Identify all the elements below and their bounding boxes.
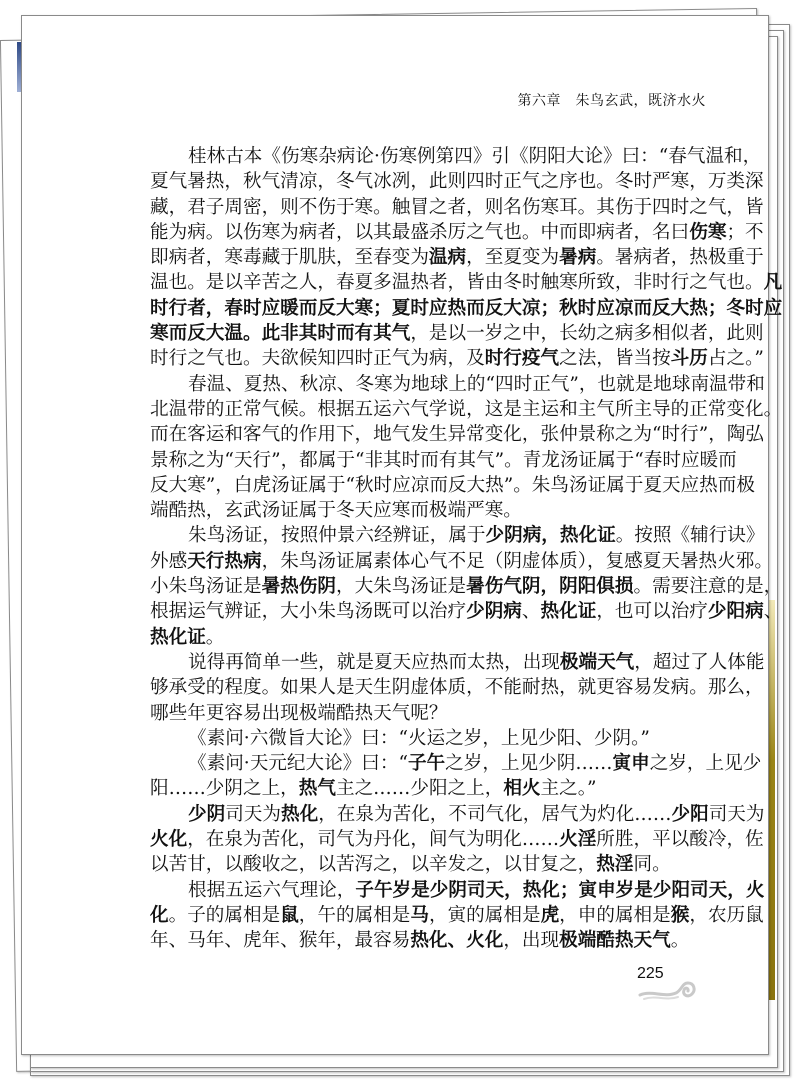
text-line xyxy=(150,827,764,852)
text: 。需要注意的是， xyxy=(633,576,783,598)
text: 之法，皆当按 xyxy=(559,348,671,370)
text: 。 xyxy=(205,626,225,648)
text-line xyxy=(150,422,765,447)
text-line xyxy=(150,903,764,928)
bold-text: 虎 xyxy=(540,904,560,926)
text-line xyxy=(150,498,706,523)
text-line xyxy=(150,852,706,877)
text: 之岁，上见少 xyxy=(649,753,762,775)
bold-text: 热化证 xyxy=(540,601,597,623)
paragraph xyxy=(150,523,783,649)
text: 占之。” xyxy=(707,348,764,370)
bold-text: 马 xyxy=(410,904,429,926)
text: 主之……少阳之上， xyxy=(335,778,504,800)
text: 够承受的程度。如果人是天生阴虚体质，不能耐热，就更容易发病。那么， xyxy=(150,677,764,699)
bold-text: 相火 xyxy=(503,778,541,800)
text: ，午的属相是 xyxy=(298,904,411,926)
text-line xyxy=(150,245,764,270)
paragraph xyxy=(150,650,765,726)
text-line xyxy=(150,346,764,371)
body-text xyxy=(150,144,783,954)
bold-text: 伤寒 xyxy=(689,221,727,243)
text-line xyxy=(150,776,706,801)
text: ；不 xyxy=(726,221,764,243)
bold-text: 天行热病 xyxy=(187,550,262,572)
bold-text: 暑病 xyxy=(559,247,597,269)
bold-text: 时行者，春时应暖而反大寒；夏时应热而反大凉；秋时应凉而反大热；冬时应 xyxy=(150,297,783,319)
bold-text: 少阴 xyxy=(188,803,226,825)
text: 、 xyxy=(521,601,541,623)
text: 景称之为“天行”，都属于“非其时而有其气”。青龙汤证属于“春时应暖而 xyxy=(150,449,737,471)
bold-text: 少阴病，热化证 xyxy=(485,525,616,547)
text-line xyxy=(150,549,773,574)
text: 温也。是以辛苦之人，春夏多温热者，皆由冬时触寒所致，非时行之气也。 xyxy=(150,272,764,294)
text: ，至夏变为 xyxy=(466,247,560,269)
text: 年、马年、虎年、猴年，最容易 xyxy=(150,930,411,952)
text: 司天为 xyxy=(708,803,765,825)
text-line xyxy=(150,296,783,321)
text: 朱鸟汤证，按照仲景六经辨证，属于 xyxy=(188,525,486,547)
text: 所胜，平以酸冷，佐 xyxy=(596,829,764,851)
text: 即病者，寒毒藏于肌肤，至春变为 xyxy=(150,247,429,269)
text: 而在客运和客气的作用下，地气发生异常变化，张仲景称之为“时行”，陶弘 xyxy=(150,424,765,446)
bold-text: 寅申 xyxy=(612,753,650,775)
bold-text: 子午 xyxy=(407,753,446,775)
text: ，出现 xyxy=(503,930,560,952)
text-line xyxy=(150,473,755,498)
text-line xyxy=(150,169,764,194)
text: 。 xyxy=(670,930,690,952)
text: 夏气暑热，秋气清凉，冬气冰冽，此则四时正气之序也。冬时严寒，万类深 xyxy=(150,171,764,193)
paragraph xyxy=(150,878,765,954)
text-line xyxy=(150,523,765,548)
bold-text: 少阴病 xyxy=(466,601,522,623)
bold-text: 温病 xyxy=(428,247,467,269)
bold-text: 热淫 xyxy=(596,854,634,876)
bold-text: 凡 xyxy=(763,272,783,294)
bold-text: 暑伤气阴，阴阳俱损 xyxy=(466,576,634,598)
text: 。按照《辅行诀》 xyxy=(615,525,765,547)
text-line xyxy=(150,144,762,169)
text: ，在泉为苦化，司气为丹化，间气为明化…… xyxy=(187,829,560,851)
text: 小朱鸟汤证是 xyxy=(150,576,262,598)
text: 根据运气辨证，大小朱鸟汤既可以治疗 xyxy=(150,601,467,623)
bold-text: 少阳 xyxy=(671,803,709,825)
bold-text: 猴 xyxy=(670,904,690,926)
paragraph xyxy=(150,751,762,802)
bold-text: 暑热伤阴 xyxy=(261,576,336,598)
text: 时行之气也。夫欲候知四时正气为病，及 xyxy=(150,348,485,370)
text: 外感 xyxy=(150,550,188,572)
text: ，朱鸟汤证属素体心气不足（阴虚体质），复感夏天暑热火邪。 xyxy=(261,550,773,572)
text-line xyxy=(150,270,783,295)
text-line xyxy=(150,650,765,675)
text: 、 xyxy=(763,601,783,623)
text-line xyxy=(150,878,765,903)
bold-text: 火化 xyxy=(150,829,188,851)
text: ，申的属相是 xyxy=(559,904,671,926)
text: 藏，君子周密，则不伤于寒。触冒之者，则名伤寒耳。其伤于四时之气，皆 xyxy=(150,196,764,218)
running-header-chapter: 第六章 朱鸟玄武，既济水火 xyxy=(517,93,706,109)
text: ，也可以治疗 xyxy=(596,601,708,623)
text-line xyxy=(150,195,764,220)
bold-text: 热气 xyxy=(298,778,336,800)
text-line xyxy=(150,574,783,599)
text-line xyxy=(150,675,764,700)
text: 司天为 xyxy=(225,803,281,825)
text-line xyxy=(150,726,706,751)
paragraph xyxy=(150,144,783,372)
text: 主之。” xyxy=(540,778,597,800)
text: 。暑病者，热极重于 xyxy=(596,247,764,269)
text: 根据五运六气理论， xyxy=(188,879,356,901)
text: 反大寒”，白虎汤证属于“秋时应凉而反大热”。朱鸟汤证属于夏天应热而极 xyxy=(150,474,755,496)
text: 北温带的正常气候。根据五运六气学说，这是主运和主气所主导的正常变化。 xyxy=(150,398,783,420)
text: 《素问·天元纪大论》曰：“ xyxy=(188,753,408,775)
text: 之岁，上见少阴…… xyxy=(445,753,613,775)
bold-text: 子午岁是少阴司天，热化；寅申岁是少阳司天，火 xyxy=(355,879,765,901)
text: 桂林古本《伤寒杂病论·伤寒例第四》引《阴阳大论》曰：“春气温和， xyxy=(188,146,762,167)
text-line xyxy=(150,372,765,397)
bold-text: 斗历 xyxy=(670,348,708,370)
paragraph xyxy=(150,372,783,524)
page-number: 225 xyxy=(637,965,664,982)
text: 阳……少阴之上， xyxy=(150,778,299,800)
text: 以苦甘，以酸收之，以苦泻之，以辛发之，以甘复之， xyxy=(150,854,597,876)
text-line xyxy=(150,321,764,346)
bold-text: 少阳病 xyxy=(707,601,764,623)
bold-text: 极端天气 xyxy=(559,651,635,673)
text-line xyxy=(150,928,706,953)
bold-text: 寒而反大温。此非其时而有其气 xyxy=(150,323,411,345)
text: 端酷热，玄武汤证属于冬天应寒而极端严寒。 xyxy=(150,500,522,522)
text: 说得再简单一些，就是夏天应热而太热，出现 xyxy=(188,651,560,673)
text: ，农历鼠 xyxy=(689,904,764,926)
text: ，在泉为苦化，不司气化，居气为灼化…… xyxy=(318,803,672,825)
paragraph xyxy=(150,802,765,878)
bold-text: 热化 xyxy=(281,803,319,825)
text-line xyxy=(150,220,764,245)
text-line xyxy=(150,397,783,422)
text-line xyxy=(150,599,783,624)
text-line xyxy=(150,802,765,827)
text: 哪些年更容易出现极端酷热天气呢？ xyxy=(150,702,448,724)
bold-text: 化 xyxy=(150,904,169,926)
bold-text: 时行疫气 xyxy=(484,348,560,370)
text-line xyxy=(150,448,737,473)
text: ，大朱鸟汤证是 xyxy=(335,576,467,598)
bold-text: 热化证 xyxy=(150,626,206,648)
text: 同。 xyxy=(633,854,671,876)
text: ，是以一岁之中，长幼之病多相似者，此则 xyxy=(410,323,764,345)
text-line xyxy=(150,701,706,726)
text: 春温、夏热、秋凉、冬寒为地球上的“四时正气”，也就是地球南温带和 xyxy=(188,373,765,395)
paragraph xyxy=(150,726,706,751)
text: 能为病。以伤寒为病者，以其最盛杀厉之气也。中而即病者，名曰 xyxy=(150,221,690,243)
text: ，寅的属相是 xyxy=(428,904,541,926)
back-page-gold-edge xyxy=(769,600,775,1000)
text: 《素问·六微旨大论》曰：“火运之岁，上见少阳、少阴。” xyxy=(188,727,650,749)
text-line xyxy=(150,751,762,776)
text: ，超过了人体能 xyxy=(634,651,765,673)
bold-text: 热化、火化 xyxy=(410,930,504,952)
cloud-swirl-icon xyxy=(638,978,698,1002)
bold-text: 极端酷热天气 xyxy=(559,930,671,952)
text-line xyxy=(150,625,706,650)
text: 。子的属相是 xyxy=(168,904,281,926)
bold-text: 鼠 xyxy=(280,904,299,926)
bold-text: 火淫 xyxy=(559,829,597,851)
